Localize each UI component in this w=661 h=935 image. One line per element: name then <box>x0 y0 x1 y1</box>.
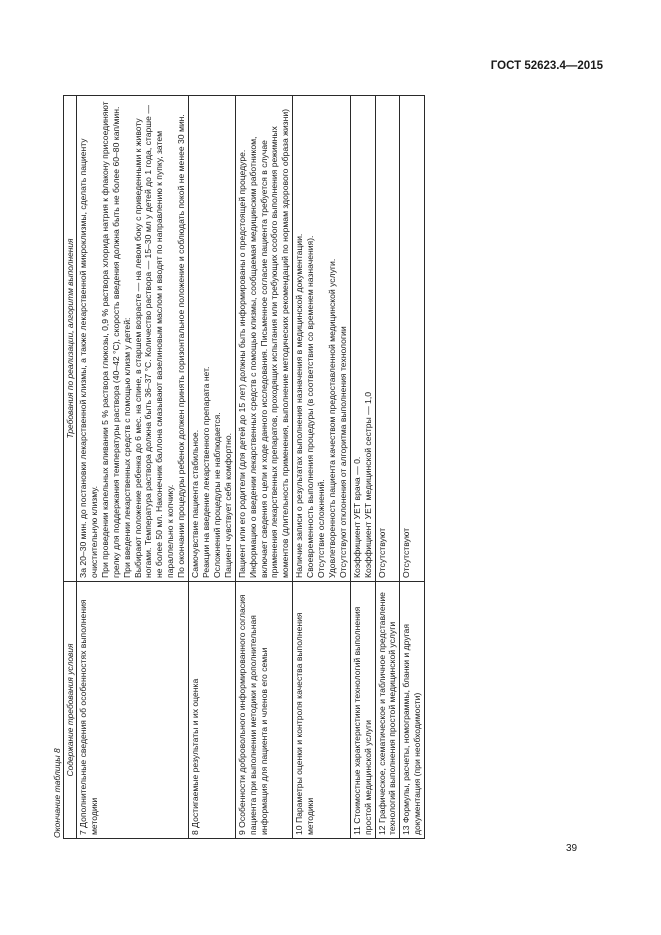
page-number: 39 <box>566 843 578 854</box>
algorithm-cell <box>375 96 400 582</box>
algorithm-line: Отсутствуют <box>376 527 387 578</box>
algorithm-line: Отсутствие осложнений. <box>316 479 327 578</box>
algorithm-cell <box>235 96 293 582</box>
table-body <box>77 96 425 839</box>
table-header-row <box>64 96 77 839</box>
algorithm-line: Удовлетворенность пациента качеством предоставленной медицинской услуги. <box>326 258 337 578</box>
rotated-table-block <box>52 95 522 839</box>
requirement-cell: 8 Достигаемые результаты и их оценка <box>189 582 236 839</box>
requirement-cell: 13 Формулы, расчеты, номограммы, бланки и другая документация (при необходимости) <box>400 582 425 839</box>
algorithm-cell <box>350 96 375 582</box>
requirement-cell: 9 Особенности добровольного информированного согласия пациента при выполнении методики и дополнительная информация для пациента и членов его семьи <box>235 582 293 839</box>
algorithm-cell <box>189 96 236 582</box>
algorithm-line: При введении лекарственных средств с помощью клизм у детей: <box>121 317 132 578</box>
algorithm-line: Отсутствуют <box>401 527 412 578</box>
standard-number: ГОСТ 52623.4—2015 <box>490 60 603 72</box>
requirements-table <box>63 95 425 839</box>
table-row <box>375 96 400 839</box>
algorithm-cell <box>77 96 189 582</box>
algorithm-line: Наличие записи о результатах выполнения назначения в медицинской документации. <box>294 233 305 578</box>
table-row <box>77 96 189 839</box>
table-row <box>350 96 375 839</box>
table-row <box>293 96 351 839</box>
algorithm-cell <box>293 96 351 582</box>
table-row <box>189 96 236 839</box>
algorithm-cell <box>400 96 425 582</box>
requirement-cell: 11 Стоимостные характеристики технологий выполнения простой медицинской услуги <box>350 582 375 839</box>
algorithm-line: При проведении капельных вливании 5 % раствора глюкозы, 0,9 % раствора хлорида натрия к флакону присоединяют грелку для поддержания температуры раствора (40–42 °С), скорость введения должна быть не более 60–80 кап/мин. <box>99 101 121 578</box>
column-header-algorithm: Требования по реализации, алгоритм выполнения <box>64 96 77 582</box>
table-row <box>235 96 293 839</box>
algorithm-line: Пациент или его родители (для детей до 15 лет) должны быть информированы о предстоящей процедуре. Информацию о введении лекарственных средств с помощью клизмы, сообщаемая медицинским работником, включает сведения о цели и ходе данного исследования. Письменное согласие пациента требуется в случае применения лекарственных препаратов, проходящих испытания или требующих особого выполнения режимных моментов (длительность применения, выполнение методических рекомендаций по нормам здорового образа жизни) <box>236 108 291 578</box>
table-row <box>400 96 425 839</box>
table-caption: Окончание таблицы 8 <box>52 748 62 838</box>
algorithm-line: За 20–30 мин. до постановки лекарственной клизмы, а также лекарственной микроклизмы, сделать пациенту очистительную клизму. <box>78 138 99 578</box>
algorithm-line: По окончании процедуры ребенок должен принять горизонтальное положение и соблюдать покой не менее 30 мин. <box>176 114 187 578</box>
algorithm-line: Коэффициент УЕТ врача — 0. <box>351 456 362 578</box>
requirement-cell: 7 Дополнительные сведения об особенностях выполнения методики <box>77 582 189 839</box>
requirement-cell: 12 Графическое, схематическое и табличное представление технологий выполнения простой медицинской услуги <box>375 582 400 839</box>
algorithm-line: Реакции на введение лекарственного препарата нет. <box>200 366 211 578</box>
algorithm-line: Пациент чувствует себя комфортно. <box>222 433 233 578</box>
requirement-cell: 10 Параметры оценки и контроля качества выполнения методики <box>293 582 351 839</box>
algorithm-line: Коэффициент УЕТ медицинской сестры — 1,0 <box>362 392 373 578</box>
algorithm-line: Выбирают положение ребенка до 6 мес. на спине, в старшем возрасте — на левом боку с приведенными к животу ногами. Температура раствора должна быть 36–37 °С. Количество раствора — 15–30 мл у детей до 1 года, старше — не более 50 мл. Наконечник баллона смазывают вазелиновым маслом и вводят по направлению к пупку, затем параллельно к копчику. <box>132 105 176 578</box>
algorithm-line: Самочувствие пациента стабильное. <box>190 429 201 578</box>
algorithm-line: Своевременность выполнения процедуры (в соответствии со временем назначения). <box>305 235 316 578</box>
column-header-condition: Содержание требования условия <box>64 582 77 839</box>
algorithm-line: Осложнений процедуры не наблюдается. <box>211 412 222 578</box>
algorithm-line: Отсутствуют отклонения от алгоритма выполнения технологии <box>337 326 348 578</box>
